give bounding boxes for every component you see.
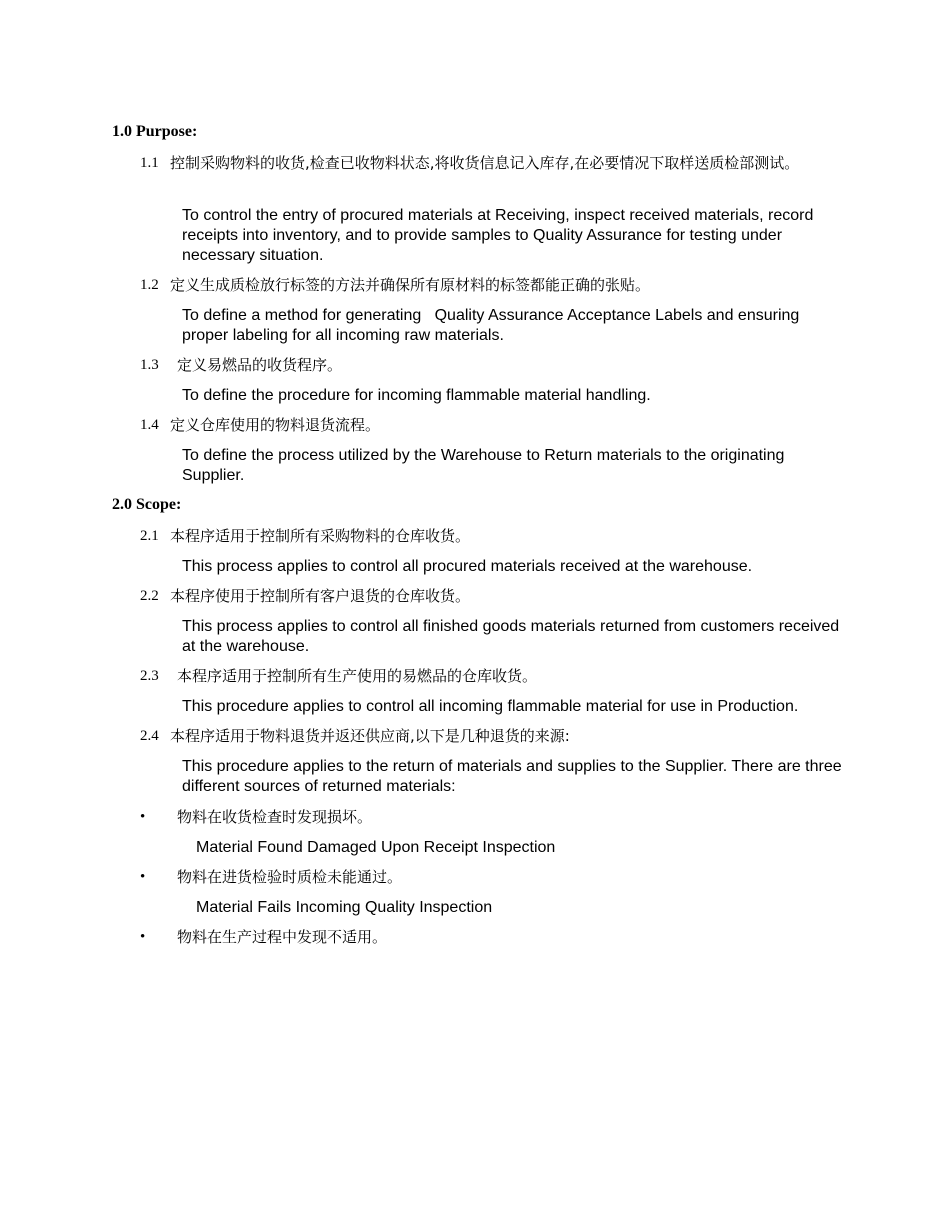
bullet-chinese-text: 物料在进货检验时质检未能通过。 [177, 868, 403, 886]
section-heading-purpose: 1.0 Purpose: [112, 123, 198, 140]
item-chinese-text: 本程序适用于控制所有采购物料的仓库收货。 [170, 527, 471, 545]
item-number: 2.4 [140, 728, 159, 744]
bullet-chinese-text: 物料在生产过程中发现不适用。 [177, 928, 388, 946]
item-number: 1.1 [140, 155, 159, 171]
item-chinese-text: 本程序使用于控制所有客户退货的仓库收货。 [170, 587, 471, 605]
item-number: 2.1 [140, 528, 159, 544]
item-chinese-text: 本程序适用于物料退货并返还供应商,以下是几种退货的来源: [170, 727, 570, 745]
item-english-text: To control the entry of procured materials at Receiving, inspect received materials, record receipts into inventory, and to provide samples to Quality Assurance for testing under necessary situation. [182, 207, 814, 264]
item-number: 2.3 [140, 668, 159, 684]
item-english-text: To define the process utilized by the Warehouse to Return materials to the originating Supplier. [182, 447, 785, 484]
bullet-english-text: Material Fails Incoming Quality Inspection [196, 899, 493, 916]
item-chinese-text: 定义易燃品的收货程序。 [177, 356, 343, 374]
item-english-text: To define the procedure for incoming flammable material handling. [182, 387, 651, 404]
item-english-text: To define a method for generating Quality Assurance Acceptance Labels and ensuring proper labeling for all incoming raw materials. [182, 307, 804, 344]
item-chinese-text: 本程序适用于控制所有生产使用的易燃品的仓库收货。 [177, 667, 538, 685]
item-number: 1.2 [140, 277, 159, 293]
bullet-chinese-text: 物料在收货检查时发现损坏。 [177, 808, 373, 826]
bullet-marker: • [140, 929, 146, 945]
bullet-marker: • [140, 869, 146, 885]
item-english-text: This procedure applies to the return of materials and supplies to the Supplier. There are three different sources of returned materials: [182, 758, 842, 795]
item-chinese-text: 定义生成质检放行标签的方法并确保所有原材料的标签都能正确的张贴。 [170, 276, 651, 294]
item-chinese-text: 控制采购物料的收货,检查已收物料状态,将收货信息记入库存,在必要情况下取样送质检部测试。 [170, 154, 800, 172]
item-number: 1.3 [140, 357, 159, 373]
item-number: 2.2 [140, 588, 159, 604]
item-english-text: This process applies to control all procured materials received at the warehouse. [182, 558, 753, 575]
item-english-text: This process applies to control all finished goods materials returned from customers received at the warehouse. [182, 618, 840, 655]
bullet-marker: • [140, 809, 146, 825]
section-heading-scope: 2.0 Scope: [112, 496, 182, 513]
item-number: 1.4 [140, 417, 159, 433]
item-chinese-text: 定义仓库使用的物料退货流程。 [170, 416, 381, 434]
bullet-english-text: Material Found Damaged Upon Receipt Inspection [196, 839, 556, 856]
item-english-text: This procedure applies to control all incoming flammable material for use in Production. [182, 698, 799, 715]
